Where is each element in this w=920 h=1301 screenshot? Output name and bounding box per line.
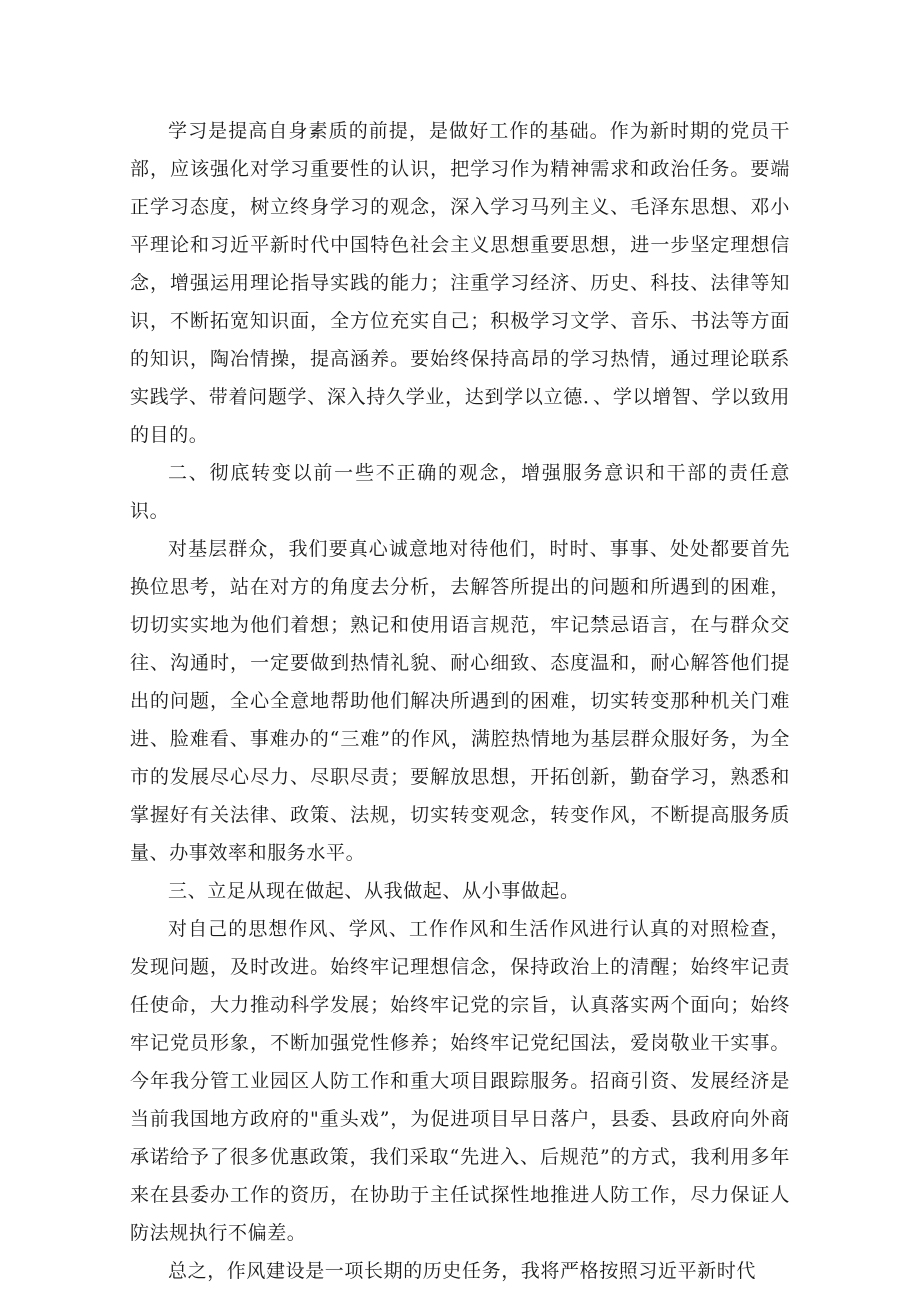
heading-section-three: 三、立足从现在做起、从我做起、从小事做起。	[168, 880, 580, 902]
paragraph-service: 对基层群众，我们要真心诚意地对待他们，时时、事事、处处都要首先换位思考，站在对方的角度去分析，去解答所提出的问题和所遇到的困难，切切实实地为他们着想；熟记和使用语言规范，牢记禁忌语言，在与群众交往、沟通时，一定要做到热情礼貌、耐心细致、态度温和，耐心解答他们提出的问题，全心全意地帮助他们解决所遇到的困难，切实转变那种机关门难进、脸难看、事难办的“三难”的作风，满腔热情地为基层群众服好务，为全市的发展尽心尽力、尽职尽责；要解放思想，开拓创新，勤奋学习，熟悉和掌握好有关法律、政策、法规，切实转变观念，转变作风，不断提高服务质量、办事效率和服务水平。	[130, 538, 790, 864]
paragraph-study: 学习是提高自身素质的前提，是做好工作的基础。作为新时期的党员干部，应该强化对学习重要性的认识，把学习作为精神需求和政治任务。要端正学习态度，树立终身学习的观念，深入学习马列主义、毛泽东思想、邓小平理论和习近平新时代中国特色社会主义思想重要思想，进一步坚定理想信念，增强运用理论指导实践的能力；注重学习经济、历史、科技、法律等知识，不断拓宽知识面，全方位充实自己；积极学习文学、音乐、书法等方面的知识，陶冶情操，提高涵养。要始终保持高昂的学习热情，通过理论联系实践学、带着问题学、深入持久学业，达到学以立德．、学以增智、学以致用的目的。	[130, 120, 790, 446]
heading-section-two: 二、彻底转变以前一些不正确的观念，增强服务意识和干部的责任意识。	[130, 462, 790, 522]
paragraph-self-review: 对自己的思想作风、学风、工作作风和生活作风进行认真的对照检查，发现问题，及时改进。始终牢记理想信念，保持政治上的清醒；始终牢记责任使命，大力推动科学发展；始终牢记党的宗旨，认真落实两个面向；始终牢记党员形象，不断加强党性修养；始终牢记党纪国法，爱岗敬业干实事。今年我分管工业园区人防工作和重大项目跟踪服务。招商引资、发展经济是当前我国地方政府的"重头戏”，为促进项目早日落户，县委、县政府向外商承诺给予了很多优惠政策，我们采取“先进入、后规范”的方式，我利用多年来在县委办工作的资历，在协助于主任试探性地推进人防工作，尽力保证人防法规执行不偏差。	[130, 918, 790, 1244]
document-body	[130, 112, 790, 1290]
paragraph-conclusion: 总之，作风建设是一项长期的历史任务，我将严格按照习近平新时代	[168, 1260, 757, 1282]
